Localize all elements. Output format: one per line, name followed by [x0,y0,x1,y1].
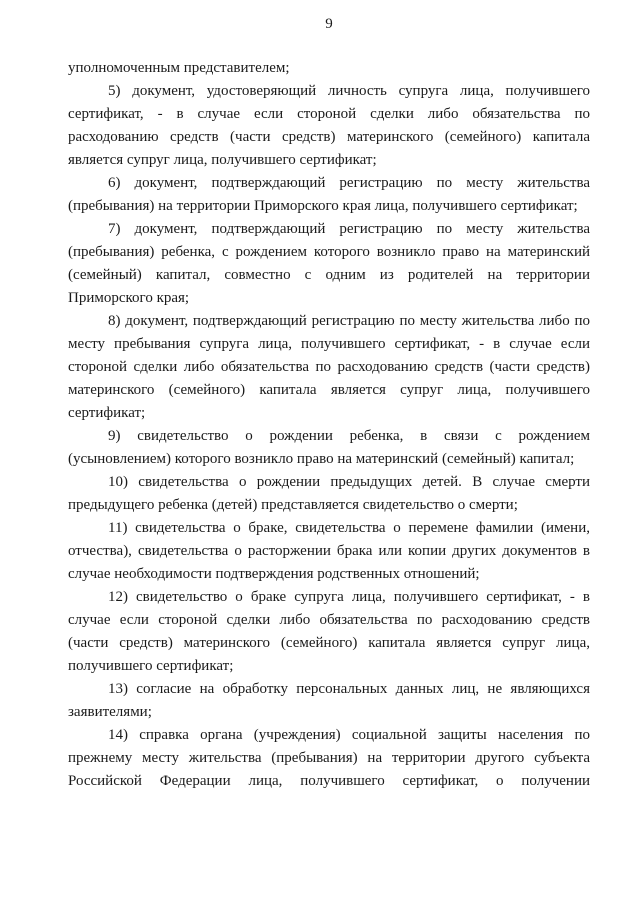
text-line: (части средств) материнского (семейного) капитала является супруг лица, [68,635,590,651]
text-line: Приморского края; [68,290,190,306]
text-line: материнского (семейного) капитала является супруг лица, получившего [68,382,590,398]
text-line: (пребывания) ребенка, с рождением которого возникло право на материнский [68,244,590,260]
text-line: случае необходимости подтверждения родственных отношений; [68,566,480,582]
text-line: 10) свидетельства о рождении предыдущих детей. В случае смерти [108,474,590,490]
text-line: (семейный) капитал, совместно с одним из родителей на территории [68,267,590,283]
text-line: (пребывания) на территории Приморского края лица, получившего сертификат; [68,198,578,214]
text-line: 14) справка органа (учреждения) социальной защиты населения по [108,727,590,743]
text-line: 5) документ, удостоверяющий личность супруга лица, получившего [108,83,590,99]
text-line: сертификат; [68,405,146,421]
text-line: 9) свидетельство о рождении ребенка, в связи с рождением [108,428,590,444]
text-line: 13) согласие на обработку персональных данных лиц, не являющихся [108,681,590,697]
text-line: расходованию средств (части средств) материнского (семейного) капитала [68,129,590,145]
text-line: месту пребывания супруга лица, получившего сертификат, - в случае если [68,336,590,352]
text-line: является супруг лица, получившего сертификат; [68,152,377,168]
page-number: 9 [325,16,333,32]
text-line: получившего сертификат; [68,658,234,674]
text-line: прежнему месту жительства (пребывания) на территории другого субъекта [68,750,590,766]
text-line: 7) документ, подтверждающий регистрацию по месту жительства [108,221,590,237]
text-line: 6) документ, подтверждающий регистрацию по месту жительства [108,175,590,191]
text-line: стороной сделки либо обязательства по расходованию средств (части средств) [68,359,590,375]
text-line: Российской Федерации лица, получившего сертификат, о получении [68,773,590,789]
text-line: 12) свидетельство о браке супруга лица, получившего сертификат, - в [108,589,590,605]
text-line: предыдущего ребенка (детей) представляется свидетельство о смерти; [68,497,518,513]
text-line: 11) свидетельства о браке, свидетельства о перемене фамилии (имени, [108,520,590,536]
text-line: 8) документ, подтверждающий регистрацию по месту жительства либо по [108,313,590,329]
text-line: случае если стороной сделки либо обязательства по расходованию средств [68,612,590,628]
text-line: заявителями; [68,704,152,720]
text-line: сертификат, - в случае если стороной сделки либо обязательства по [68,106,590,122]
text-line: уполномоченным представителем; [68,60,290,76]
text-line: (усыновлением) которого возникло право на материнский (семейный) капитал; [68,451,575,467]
text-line: отчества), свидетельства о расторжении брака или копии других документов в [68,543,590,559]
